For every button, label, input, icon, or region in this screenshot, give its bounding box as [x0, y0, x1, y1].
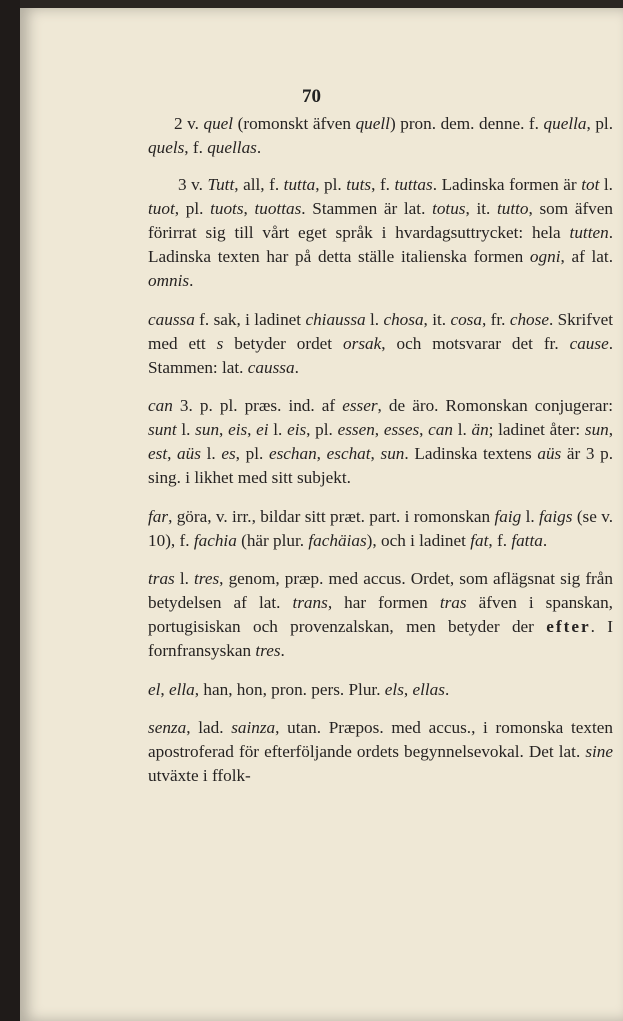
italic-term: tres: [194, 569, 220, 588]
italic-term: s: [216, 333, 224, 353]
italic-term: sine: [585, 742, 613, 761]
emphasized-word: efter: [546, 617, 591, 636]
italic-term: eschat: [326, 444, 371, 463]
italic-term: ei: [256, 420, 269, 439]
italic-term: tras: [148, 569, 175, 588]
italic-term: quel: [203, 114, 234, 133]
italic-term: es: [221, 444, 236, 463]
italic-term: tutten: [569, 223, 609, 242]
italic-term: ella: [169, 679, 195, 699]
page-text: [148, 112, 613, 803]
italic-term: sainza: [231, 718, 276, 737]
italic-term: eschan: [268, 444, 317, 463]
italic-term: Tutt: [207, 175, 235, 194]
italic-term: faigs: [539, 506, 573, 526]
italic-term: fatta: [511, 530, 543, 550]
italic-term: caussa: [148, 309, 195, 329]
italic-term: quels: [148, 138, 185, 157]
italic-term: quellas: [207, 138, 257, 157]
italic-term: chiaussa: [305, 309, 366, 329]
italic-term: fat: [470, 530, 489, 550]
italic-term: än: [471, 420, 489, 439]
italic-term: orsak: [343, 333, 382, 353]
book-gutter: [0, 0, 20, 1021]
italic-term: aüs: [537, 444, 562, 463]
paragraph: caussa f. sak, i ladinet chiaussa l. chosa, it. cosa, fr. chose. Skrifvet med ett s betyder ordet orsak, och motsvarar det fr. cause. Stammen: lat. caussa.: [148, 309, 613, 377]
italic-term: sun: [195, 420, 220, 439]
paragraph: tras l. tres, genom, præp. med accus. Ordet, som aflägsnat sig från betydelsen af lat. trans, har formen tras äfven i spanskan, portugisiskan och provenzalskan, men betyder der efter. I fornfransyskan tres.: [148, 569, 613, 660]
italic-term: senza: [148, 718, 187, 737]
italic-term: sun: [584, 420, 609, 439]
italic-term: esses: [383, 420, 420, 439]
italic-term: tuots: [210, 199, 244, 218]
italic-term: eis: [228, 420, 248, 439]
italic-term: cause: [569, 333, 609, 353]
italic-term: totus: [432, 199, 466, 218]
italic-term: quella: [543, 114, 587, 133]
italic-term: far: [148, 506, 169, 526]
paragraph: can 3. p. pl. præs. ind. af esser, de äro. Romonskan conjugerar: sunt l. sun, eis, ei l. eis, pl. essen, esses, can l. än; ladinet åter: sun, est, aüs l. es, pl. eschan, eschat, sun. Ladinska textens aüs är 3 p. sing. i likhet med sitt subjekt.: [148, 396, 614, 487]
italic-term: sunt: [148, 420, 177, 439]
italic-term: el: [148, 679, 161, 699]
italic-term: ogni: [529, 247, 561, 266]
italic-term: tuot: [148, 199, 175, 218]
italic-term: can: [148, 396, 173, 415]
italic-term: faig: [494, 506, 522, 526]
italic-term: can: [428, 420, 453, 439]
paragraph: far, göra, v. irr., bildar sitt præt. part. i romonskan faig l. faigs (se v. 10), f. fachia (här plur. fachäias), och i ladinet fat, f. fatta.: [148, 506, 613, 550]
italic-term: esser: [342, 396, 378, 415]
italic-term: tutta: [283, 175, 316, 194]
italic-term: caussa: [247, 357, 295, 377]
italic-term: trans: [292, 593, 328, 612]
italic-term: est: [148, 444, 168, 463]
italic-term: tuts: [346, 175, 372, 194]
page-number: 70: [302, 86, 321, 107]
italic-term: fachia: [193, 530, 237, 550]
italic-term: tuttas: [394, 175, 433, 194]
italic-term: cosa: [450, 309, 482, 329]
italic-term: eis: [287, 420, 307, 439]
paragraph: 3 v. Tutt, all, f. tutta, pl. tuts, f. tuttas. Ladinska formen är tot l. tuot, pl. tuots, tuottas. Stammen är lat. totus, it. tutto, som äfven förirrat sig till vårt eget språk i hvardagsuttrycket: hela tutten. Ladinska texten har på detta ställe italienska formen ogni, af lat. omnis.: [148, 175, 613, 290]
italic-term: omnis: [148, 271, 190, 290]
italic-term: essen: [337, 420, 375, 439]
italic-term: fachäias: [308, 530, 367, 550]
italic-term: tuottas: [254, 199, 302, 218]
italic-term: tutto: [497, 199, 529, 218]
italic-term: tres: [255, 641, 281, 660]
paragraph: senza, lad. sainza, utan. Præpos. med accus., i romonska texten apostroferad för efterföljande ordets begynnelsevokal. Det lat. sine utväxte i ffolk-: [148, 718, 613, 785]
italic-term: els: [384, 679, 404, 699]
paragraph: el, ella, han, hon, pron. pers. Plur. els, ellas.: [148, 679, 450, 699]
italic-term: ellas: [412, 679, 445, 699]
italic-term: sun: [380, 444, 405, 463]
italic-term: quell: [355, 114, 390, 133]
italic-term: aüs: [177, 444, 201, 463]
paragraph: 2 v. quel (romonskt äfven quell) pron. dem. denne. f. quella, pl. quels, f. quellas.: [148, 114, 613, 157]
italic-term: chosa: [383, 309, 424, 329]
italic-term: chose: [509, 309, 549, 329]
italic-term: tot: [581, 175, 600, 194]
italic-term: tras: [439, 593, 467, 612]
